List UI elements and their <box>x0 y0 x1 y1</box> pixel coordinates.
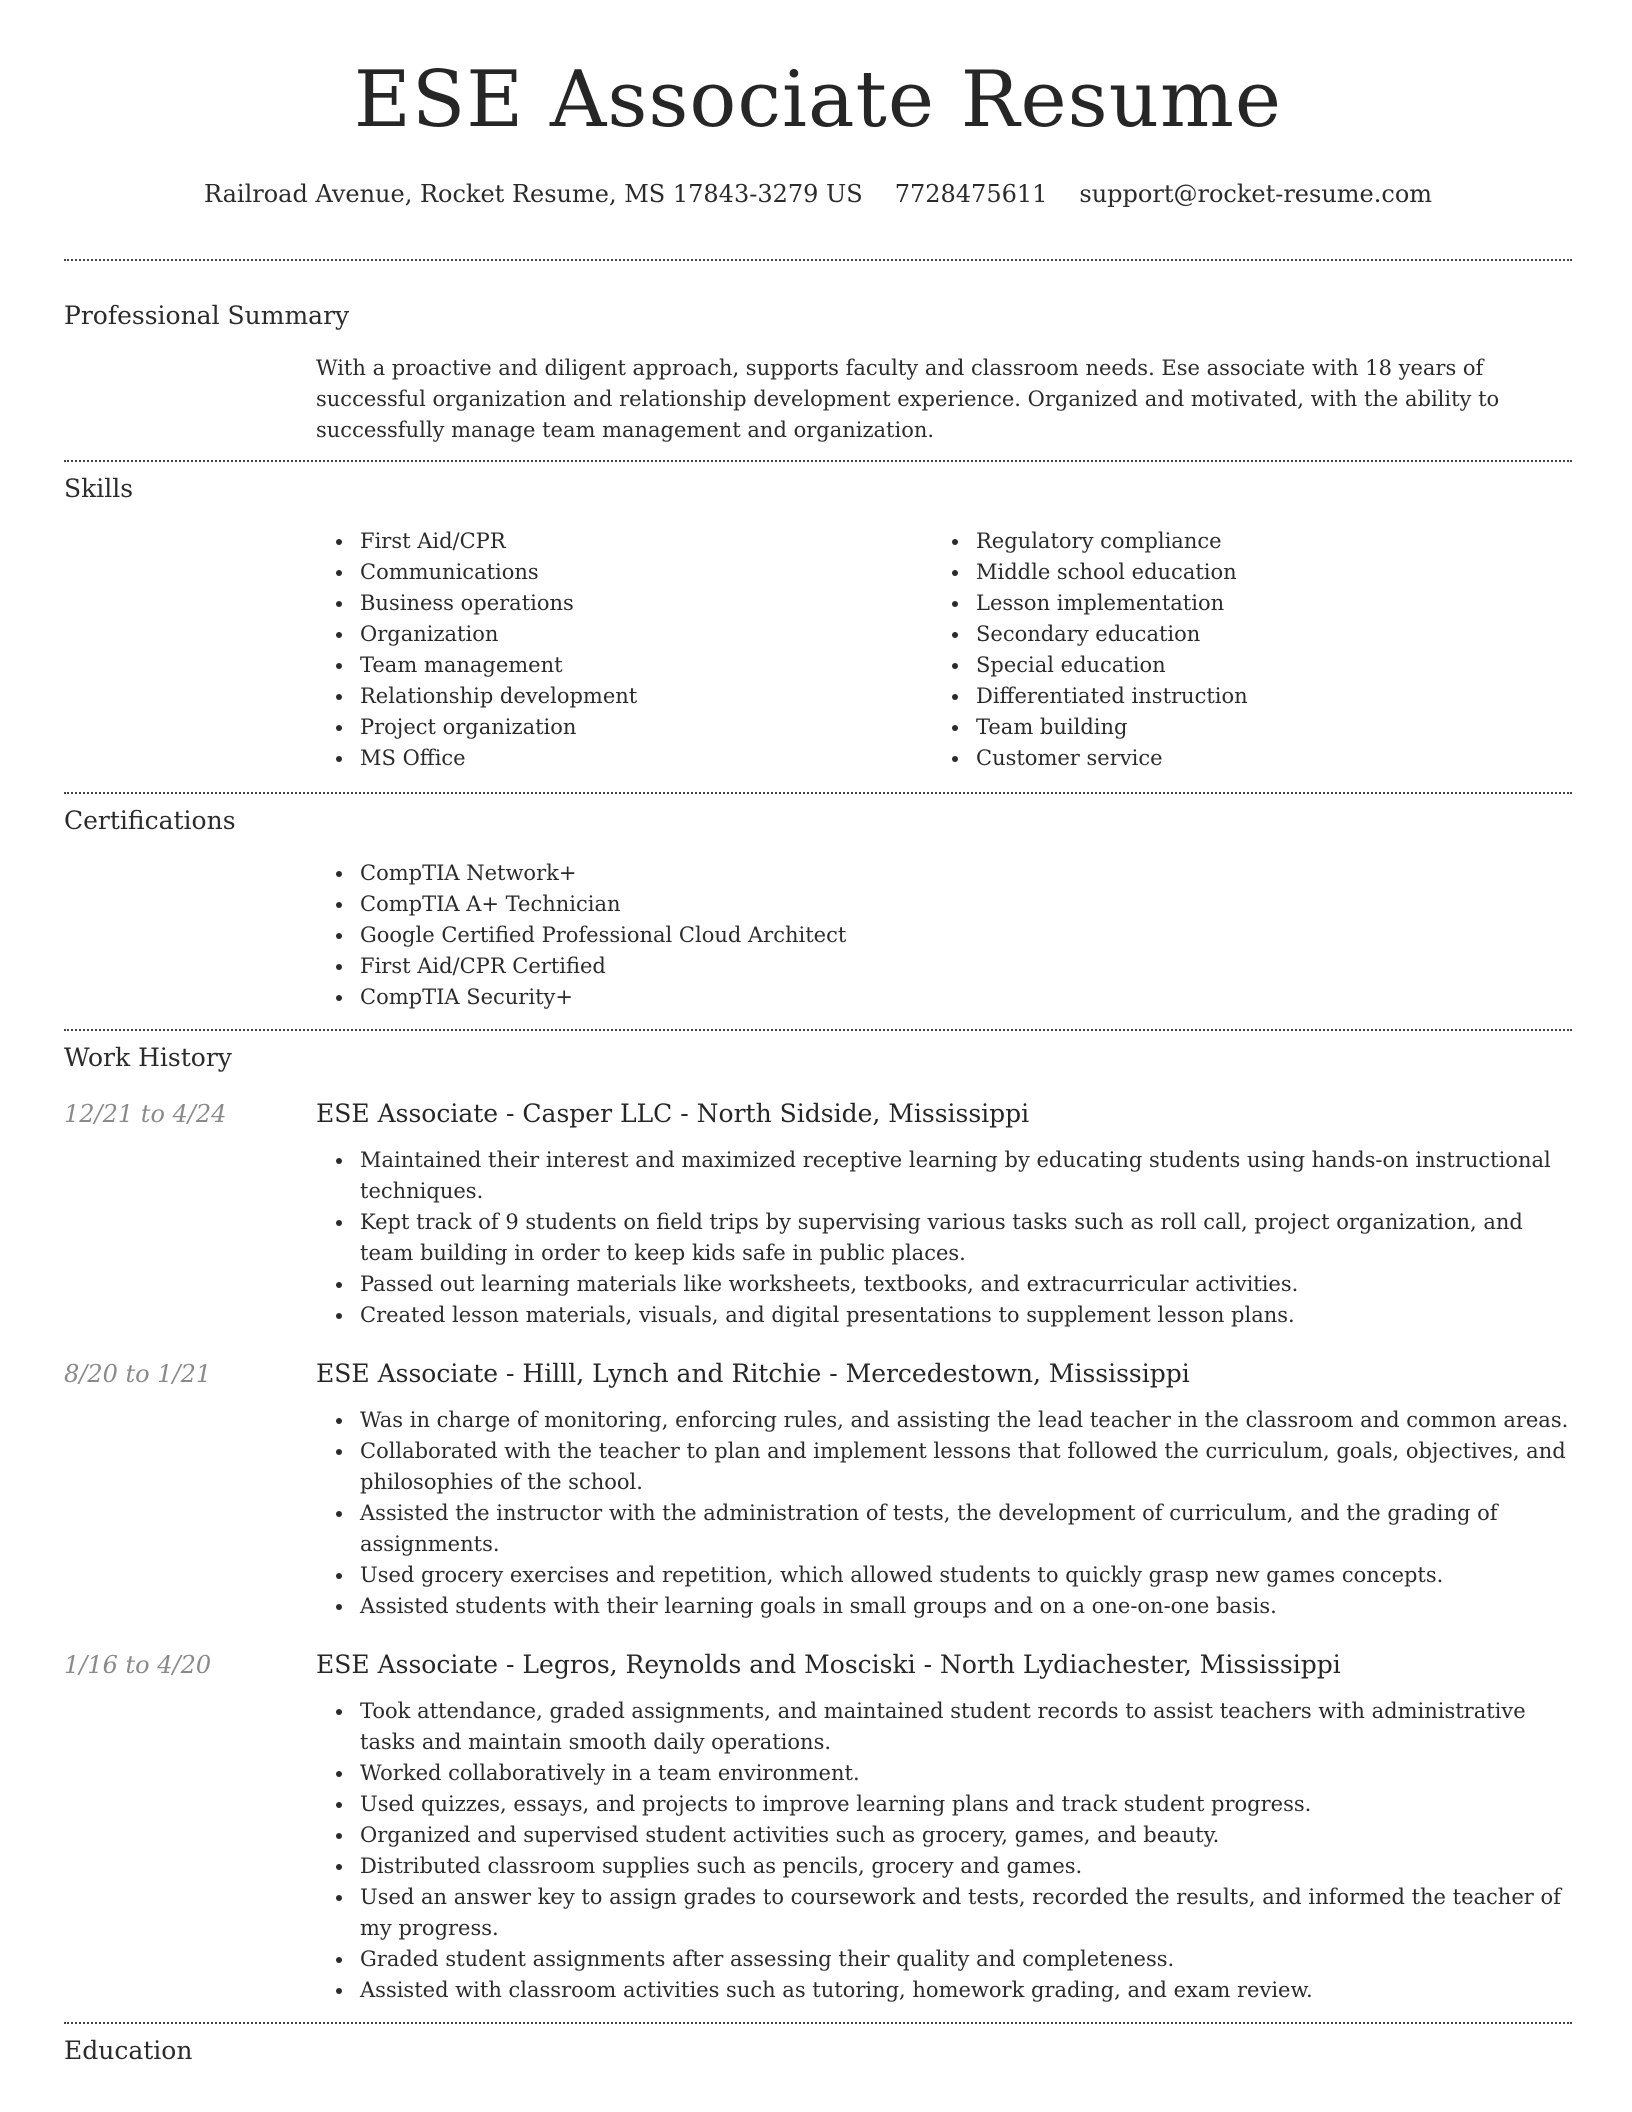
skill-item: Communications <box>316 557 932 588</box>
summary-section <box>64 299 1572 446</box>
job-bullet: Assisted the instructor with the administration of tests, the development of curriculum, and the grading of assignments. <box>316 1498 1572 1560</box>
skills-section <box>64 472 1572 774</box>
job-bullet: Organized and supervised student activities such as grocery, games, and beauty. <box>316 1820 1572 1851</box>
skill-item: Special education <box>932 650 1548 681</box>
certification-item: CompTIA A+ Technician <box>316 889 1572 920</box>
summary-heading: Professional Summary <box>64 301 350 330</box>
job-bullet: Was in charge of monitoring, enforcing rules, and assisting the lead teacher in the classroom and common areas. <box>316 1405 1572 1436</box>
job-bullet: Assisted students with their learning goals in small groups and on a one-on-one basis. <box>316 1591 1572 1622</box>
job-bullets <box>316 1145 1572 1331</box>
education-section <box>64 2034 1572 2068</box>
resume-page <box>64 0 1572 2068</box>
education-heading: Education <box>64 2036 193 2065</box>
job-bullet: Graded student assignments after assessing their quality and completeness. <box>316 1944 1572 1975</box>
job-dates: 8/20 to 1/21 <box>64 1360 212 1388</box>
certifications-heading: Certifications <box>64 806 236 835</box>
certifications-list <box>316 858 1572 1013</box>
job-dates: 12/21 to 4/24 <box>64 1100 227 1128</box>
contact-address: Railroad Avenue, Rocket Resume, MS 17843-3279 US <box>203 180 863 208</box>
section-divider <box>64 460 1572 462</box>
job-bullet: Maintained their interest and maximized receptive learning by educating students using hands-on instructional techniques. <box>316 1145 1572 1207</box>
skill-item: Team management <box>316 650 932 681</box>
skill-item: Middle school education <box>932 557 1548 588</box>
resume-title: ESE Associate Resume <box>353 55 1283 145</box>
job-bullet: Created lesson materials, visuals, and digital presentations to supplement lesson plans. <box>316 1300 1572 1331</box>
section-divider <box>64 1029 1572 1031</box>
job-bullet: Passed out learning materials like worksheets, textbooks, and extracurricular activities. <box>316 1269 1572 1300</box>
job-bullets <box>316 1696 1572 2006</box>
section-divider <box>64 792 1572 794</box>
job-bullet: Distributed classroom supplies such as pencils, grocery and games. <box>316 1851 1572 1882</box>
job-bullet: Used grocery exercises and repetition, which allowed students to quickly grasp new games concepts. <box>316 1560 1572 1591</box>
job-bullets <box>316 1405 1572 1622</box>
job-title: ESE Associate - Hilll, Lynch and Ritchie - Mercedestown, Mississippi <box>316 1359 1190 1388</box>
section-divider <box>64 2022 1572 2024</box>
job-entry <box>64 1357 1572 1622</box>
skill-item: Project organization <box>316 712 932 743</box>
certification-item: First Aid/CPR Certified <box>316 951 1572 982</box>
job-bullet: Kept track of 9 students on field trips by supervising various tasks such as roll call, project organization, and team building in order to keep kids safe in public places. <box>316 1207 1572 1269</box>
certification-item: CompTIA Network+ <box>316 858 1572 889</box>
skills-heading: Skills <box>64 474 134 503</box>
job-entry <box>64 1648 1572 2006</box>
job-bullet: Collaborated with the teacher to plan and implement lessons that followed the curriculum, goals, objectives, and philosophies of the school. <box>316 1436 1572 1498</box>
job-bullet: Used an answer key to assign grades to coursework and tests, recorded the results, and informed the teacher of my progress. <box>316 1882 1572 1944</box>
summary-text: With a proactive and diligent approach, supports faculty and classroom needs. Ese associate with 18 years of successful organization and relationship development experience. Organized and motivated, with the ability to successfully manage team management and organization. <box>316 356 1500 442</box>
skill-item: Secondary education <box>932 619 1548 650</box>
job-entry <box>64 1097 1572 1331</box>
section-divider <box>64 259 1572 261</box>
job-bullet: Assisted with classroom activities such as tutoring, homework grading, and exam review. <box>316 1975 1572 2006</box>
contact-line <box>64 178 1572 210</box>
skill-item: Lesson implementation <box>932 588 1548 619</box>
skills-list-left <box>316 526 932 774</box>
skill-item: Differentiated instruction <box>932 681 1548 712</box>
job-title: ESE Associate - Casper LLC - North Sidside, Mississippi <box>316 1099 1030 1128</box>
job-title: ESE Associate - Legros, Reynolds and Mosciski - North Lydiachester, Mississippi <box>316 1650 1341 1679</box>
job-bullet: Used quizzes, essays, and projects to improve learning plans and track student progress. <box>316 1789 1572 1820</box>
work-history-heading: Work History <box>64 1043 232 1072</box>
certification-item: CompTIA Security+ <box>316 982 1572 1013</box>
skill-item: Regulatory compliance <box>932 526 1548 557</box>
job-bullet: Worked collaboratively in a team environment. <box>316 1758 1572 1789</box>
skill-item: Relationship development <box>316 681 932 712</box>
skills-list-right <box>932 526 1548 774</box>
skill-item: Business operations <box>316 588 932 619</box>
skill-item: Organization <box>316 619 932 650</box>
work-history-section <box>64 1041 1572 2006</box>
skill-item: MS Office <box>316 743 932 774</box>
contact-phone: 7728475611 <box>894 180 1048 208</box>
certification-item: Google Certified Professional Cloud Architect <box>316 920 1572 951</box>
certifications-section <box>64 804 1572 1013</box>
contact-email: support@rocket-resume.com <box>1079 180 1433 208</box>
skill-item: Customer service <box>932 743 1548 774</box>
skill-item: First Aid/CPR <box>316 526 932 557</box>
job-dates: 1/16 to 4/20 <box>64 1651 212 1679</box>
job-bullet: Took attendance, graded assignments, and maintained student records to assist teachers with administrative tasks and maintain smooth daily operations. <box>316 1696 1572 1758</box>
skill-item: Team building <box>932 712 1548 743</box>
